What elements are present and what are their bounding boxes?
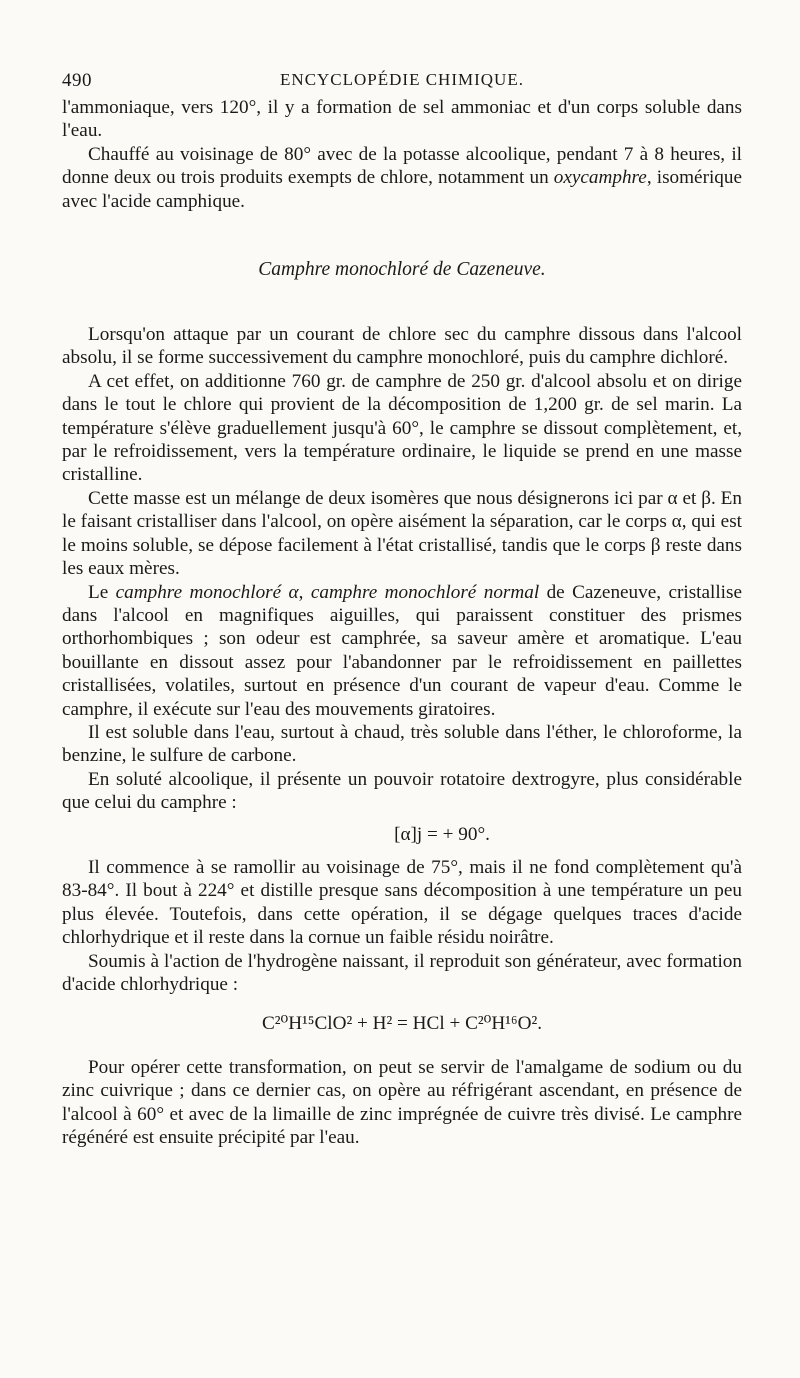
document-page <box>62 70 742 1149</box>
paragraph: l'ammoniaque, vers 120°, il y a formation de sel ammoniac et d'un corps soluble dans l'eau. <box>62 97 742 142</box>
paragraph: A cet effet, on additionne 760 gr. de camphre de 250 gr. d'alcool absolu et on dirige dans le tout le chlore qui provient de la décomposition de 1,200 gr. de sel marin. La température s'élève graduellement jusqu'à 60°, le camphre se dissout complètement, et, par le refroidissement, vers la température ordinaire, le liquide se prend en une masse cristalline. <box>62 370 742 486</box>
running-title: ENCYCLOPÉDIE CHIMIQUE. <box>280 70 524 89</box>
page-header <box>62 70 742 96</box>
paragraph <box>62 143 742 213</box>
rotation-formula: [α]j = + 90°. <box>394 823 490 845</box>
emphasis: oxycamphre <box>553 167 647 189</box>
paragraph: Lorsqu'on attaque par un courant de chlore sec du camphre dissous dans l'alcool absolu, il se forme successivement du camphre monochloré, puis du camphre dichloré. <box>62 324 742 369</box>
paragraph: Il commence à se ramollir au voisinage de 75°, mais il ne fond complètement qu'à 83-84°. Il bout à 224° et distille presque sans décomposition à une température un peu plus élevée. Toutefois, dans cette opération, il se dégage quelques traces d'acide chlorhydrique et il reste dans la cornue un faible résidu noirâtre. <box>62 856 742 949</box>
paragraph: Cette masse est un mélange de deux isomères que nous désignerons ici par α et β. En le faisant cristalliser dans l'alcool, on opère aisément la séparation, car le corps α, qui est le moins soluble, se dépose facilement à l'état cristallisé, tandis que le corps β reste dans les eaux mères. <box>62 487 742 580</box>
text-run: , <box>298 581 311 603</box>
paragraph <box>62 581 742 721</box>
text-run: de Cazeneuve, cristallise dans l'alcool en magnifiques aiguilles, qui paraissent constituer des prismes orthorhombiques ; son odeur est camphrée, sa saveur amère et aromatique. L'eau bouillante en dissout assez pour l'abandonner par le refroidissement en paillettes cristallisées, volatiles, surtout en présence d'un courant de vapeur d'eau. Comme le camphre, il exécute sur l'eau des mouvements giratoires. <box>62 581 742 720</box>
reaction-formula: C²⁰H¹⁵ClO² + H² = HCl + C²⁰H¹⁶O². <box>261 1013 543 1035</box>
paragraph: En soluté alcoolique, il présente un pouvoir rotatoire dextrogyre, plus considérable que celui du camphre : <box>62 768 742 814</box>
body-text <box>62 96 742 1149</box>
text-run: , isomérique avec l'acide camphique. <box>62 167 742 212</box>
text-run: Le <box>88 581 116 603</box>
text-run: Chauffé au voisinage de 80° avec de la potasse alcoolique, pendant 7 à 8 heures, il donne deux ou trois produits exempts de chlore, notamment un <box>62 143 742 189</box>
emphasis: camphre monochloré α <box>115 581 299 603</box>
section-title: Camphre monochloré de Cazeneuve. <box>258 259 546 281</box>
paragraph: Pour opérer cette transformation, on peut se servir de l'amalgame de sodium ou du zinc cuivrique ; dans ce dernier cas, on opère au réfrigérant ascendant, en présence de l'alcool à 60° et avec de la limaille de zinc imprégnée de cuivre très divisé. Le camphre régénéré est ensuite précipité par l'eau. <box>62 1056 742 1149</box>
paragraph: Il est soluble dans l'eau, surtout à chaud, très soluble dans l'éther, le chloroforme, la benzine, le sulfure de carbone. <box>62 721 742 767</box>
page-number: 490 <box>62 70 92 91</box>
emphasis: camphre monochloré normal <box>310 581 540 603</box>
paragraph: Soumis à l'action de l'hydrogène naissant, il reproduit son générateur, avec formation d'acide chlorhydrique : <box>62 950 742 995</box>
